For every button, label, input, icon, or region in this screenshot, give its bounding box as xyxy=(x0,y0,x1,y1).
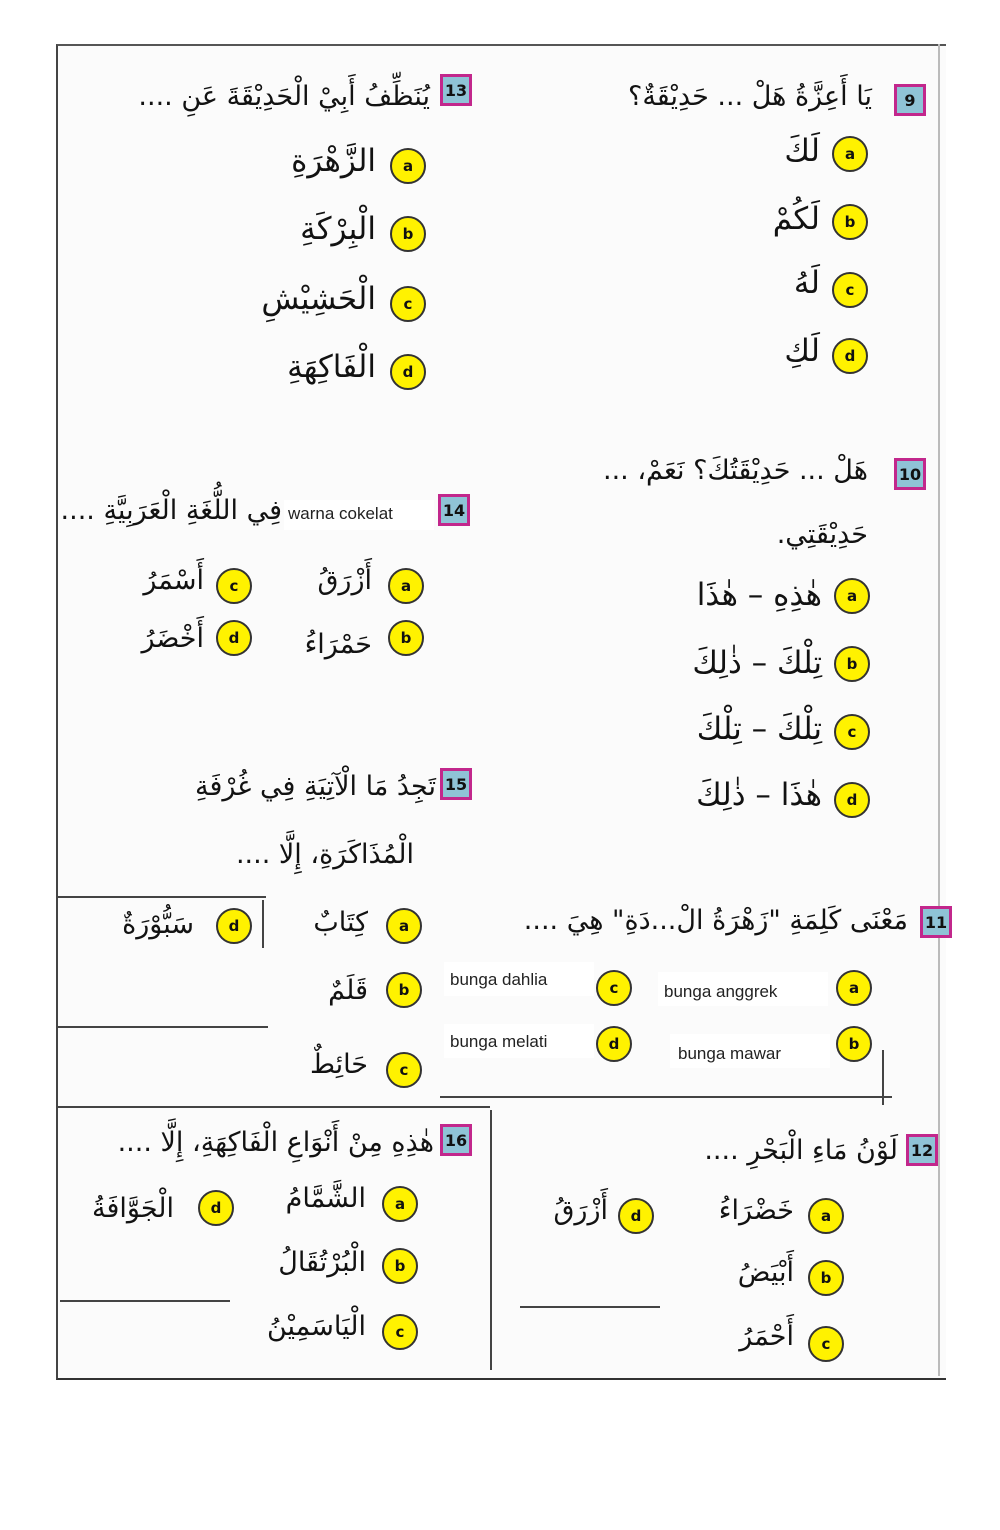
cut-line xyxy=(490,1110,492,1370)
question-number-10: 10 xyxy=(894,458,926,490)
option-d-button[interactable]: d xyxy=(216,908,252,944)
question-16-stem: هٰذِهِ مِنْ أَنْوَاعِ الْفَاكِهَةِ، إِلَّا .... xyxy=(117,1127,434,1158)
option-16d-text: الْجَوَّافَةُ xyxy=(92,1193,174,1224)
option-b-button[interactable]: b xyxy=(836,1026,872,1062)
option-c-button[interactable]: c xyxy=(832,272,868,308)
option-10d-text: هٰذَا – ذٰلِكَ xyxy=(696,777,822,813)
option-12b-text: أَبْيَضُ xyxy=(737,1257,794,1288)
option-16a-text: الشَّمَّامُ xyxy=(285,1183,366,1214)
option-13b-text: الْبِرْكَةِ xyxy=(300,211,376,247)
option-d-button[interactable]: d xyxy=(198,1190,234,1226)
option-c-button[interactable]: c xyxy=(834,714,870,750)
option-c-button[interactable]: c xyxy=(390,286,426,322)
question-13-stem: يُنَظِّفُ أَبِيْ الْحَدِيْقَةَ عَنِ .... xyxy=(138,81,430,112)
option-c-button[interactable]: c xyxy=(808,1326,844,1362)
option-b-button[interactable]: b xyxy=(390,216,426,252)
option-a-button[interactable]: a xyxy=(836,970,872,1006)
option-16c-text: الْيَاسَمِيْنُ xyxy=(266,1311,366,1342)
cut-line xyxy=(882,1050,884,1105)
question-number-15: 15 xyxy=(440,768,472,800)
option-b-button[interactable]: b xyxy=(832,204,868,240)
option-13c-text: الْحَشِيْشِ xyxy=(261,281,376,317)
option-10a-text: هٰذِهِ – هٰذَا xyxy=(696,577,822,613)
option-13d-text: الْفَاكِهَةِ xyxy=(287,349,376,385)
option-15a-text: كِتَابٌ xyxy=(313,907,368,938)
question-number-16: 16 xyxy=(440,1124,472,1156)
option-11b-text: bunga mawar xyxy=(678,1044,782,1063)
option-c-button[interactable]: c xyxy=(382,1314,418,1350)
question-10-stem: هَلْ ... حَدِيْقَتُكَ؟ نَعَمْ، ... xyxy=(602,455,868,486)
option-d-button[interactable]: d xyxy=(596,1026,632,1062)
option-15b-text: قَلَمٌ xyxy=(328,975,368,1006)
option-a-button[interactable]: a xyxy=(390,148,426,184)
option-12d-text: أَزْرَقُ xyxy=(553,1195,608,1226)
option-b-button[interactable]: b xyxy=(834,646,870,682)
option-a-button[interactable]: a xyxy=(386,908,422,944)
option-c-button[interactable]: c xyxy=(596,970,632,1006)
option-c-button[interactable]: c xyxy=(386,1052,422,1088)
option-b-button[interactable]: b xyxy=(808,1260,844,1296)
question-number-11: 11 xyxy=(920,906,952,938)
option-14b-text: حَمْرَاءُ xyxy=(304,629,372,660)
option-10c-text: تِلْكَ – تِلْكَ xyxy=(696,711,822,747)
question-14-stem-latin: warna cokelat xyxy=(288,504,393,523)
option-d-button[interactable]: d xyxy=(832,338,868,374)
question-11-stem: مَعْنَى كَلِمَةِ "زَهْرَةُ الْ...دَةِ" هِيَ .... xyxy=(523,905,908,936)
option-16b-text: الْبُرْتُقَالُ xyxy=(278,1247,366,1278)
cut-line xyxy=(56,1106,490,1108)
question-9-stem: يَا أَعِزَّةُ هَلْ ... حَدِيْقَةٌ؟ xyxy=(627,81,872,112)
option-b-button[interactable]: b xyxy=(388,620,424,656)
option-12a-text: خَضْرَاءُ xyxy=(718,1195,794,1226)
option-11c-text: bunga dahlia xyxy=(450,970,548,989)
option-14a-text: أَزْرَقُ xyxy=(317,565,372,596)
cut-line xyxy=(938,44,940,1376)
option-15c-text: حَائِطٌ xyxy=(309,1049,368,1080)
question-15-stem-line2: الْمُذَاكَرَةِ، إِلَّا .... xyxy=(235,839,414,870)
question-12-stem: لَوْنُ مَاءِ الْبَحْرِ .... xyxy=(704,1135,898,1166)
option-9c-text: لَهُ xyxy=(793,265,820,301)
option-d-button[interactable]: d xyxy=(834,782,870,818)
option-d-button[interactable]: d xyxy=(216,620,252,656)
cut-line xyxy=(60,1300,230,1302)
option-14d-text: أَخْضَرُ xyxy=(141,623,204,654)
option-b-button[interactable]: b xyxy=(382,1248,418,1284)
question-number-14: 14 xyxy=(438,494,470,526)
option-d-button[interactable]: d xyxy=(618,1198,654,1234)
option-15d-text: سَبُّوْرَةٌ xyxy=(122,909,194,940)
question-14-stem: فِي اللُّغَةِ الْعَرَبِيَّةِ .... xyxy=(60,495,282,526)
option-9a-text: لَكَ xyxy=(784,133,820,169)
option-9d-text: لَكِ xyxy=(784,333,820,369)
question-10-stem-line2: حَدِيْقَتِي. xyxy=(776,519,868,550)
question-15-stem: تَجِدُ مَا الْآتِيَةِ فِي غُرْفَةِ xyxy=(195,771,436,802)
cut-line xyxy=(56,1026,268,1028)
option-c-button[interactable]: c xyxy=(216,568,252,604)
option-a-button[interactable]: a xyxy=(832,136,868,172)
option-12c-text: أَحْمَرُ xyxy=(739,1321,794,1352)
option-11a-text: bunga anggrek xyxy=(664,982,778,1001)
cut-line xyxy=(520,1306,660,1308)
option-b-button[interactable]: b xyxy=(386,972,422,1008)
question-number-12: 12 xyxy=(906,1134,938,1166)
option-a-button[interactable]: a xyxy=(834,578,870,614)
option-a-button[interactable]: a xyxy=(382,1186,418,1222)
cut-line xyxy=(262,900,264,948)
option-a-button[interactable]: a xyxy=(388,568,424,604)
option-10b-text: تِلْكَ – ذٰلِكَ xyxy=(692,645,822,681)
option-9b-text: لَكُمْ xyxy=(772,201,820,237)
option-11d-text: bunga melati xyxy=(450,1032,548,1051)
option-d-button[interactable]: d xyxy=(390,354,426,390)
cut-line xyxy=(56,896,266,898)
question-number-9: 9 xyxy=(894,84,926,116)
option-13a-text: الزَّهْرَةِ xyxy=(291,143,376,179)
question-number-13: 13 xyxy=(440,74,472,106)
option-a-button[interactable]: a xyxy=(808,1198,844,1234)
option-14c-text: أَسْمَرُ xyxy=(143,565,204,596)
cut-line xyxy=(440,1096,892,1098)
